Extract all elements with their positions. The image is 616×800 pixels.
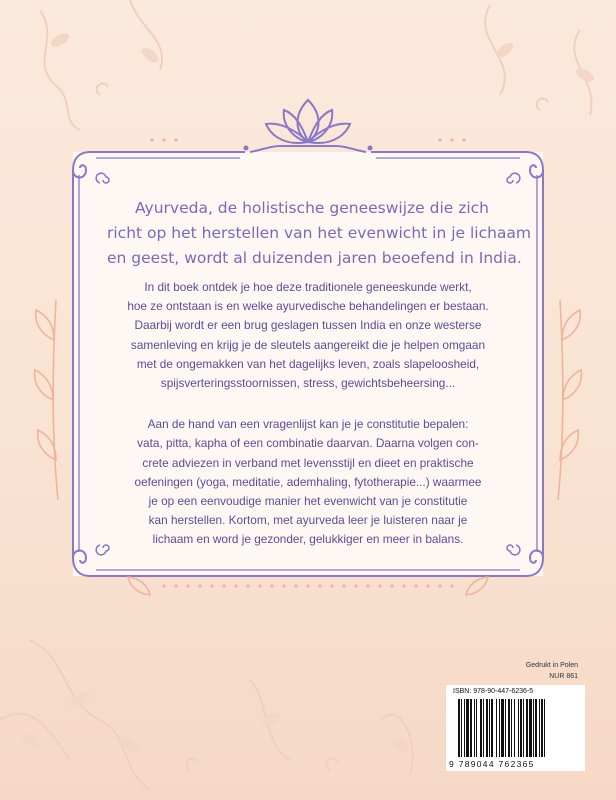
barcode-bar (461, 699, 462, 757)
barcode-bar (514, 699, 515, 757)
lead-paragraph (107, 196, 532, 271)
blurb-line: lichaam en word je gezonder, gelukkiger en meer in balans. (152, 532, 464, 547)
barcode-bar (476, 699, 477, 757)
lotus-ornament (250, 100, 366, 152)
barcode-bar (535, 699, 537, 757)
barcode-bar (511, 699, 512, 757)
barcode-bar (539, 699, 540, 757)
isbn-label: ISBN: 978-90-447-6236-5 (453, 688, 534, 695)
barcode-bar (470, 699, 472, 757)
blurb-line: je op een eenvoudige manier het evenwicht van je constitutie (148, 494, 468, 509)
barcode-bar (499, 699, 500, 757)
blurb-line: vata, pitta, kapha of een combinatie daarvan. Daarna volgen con- (137, 436, 479, 451)
barcode-bar (480, 699, 482, 757)
blurb-line: oefeningen (yoga, meditatie, ademhaling, fytotherapie...) waarmee (134, 474, 482, 489)
barcode-bar (496, 699, 497, 757)
barcode-bar (501, 699, 504, 757)
blurb-line: In dit boek ontdek je hoe deze traditionele geneeskunde werkt, (144, 280, 472, 294)
nur-code: NUR 861 (549, 673, 578, 680)
barcode-bar (489, 699, 490, 757)
paragraph-gap (90, 393, 526, 415)
lead-line: Ayurveda, de holistische geneeswijze die zich (134, 199, 490, 217)
right-leaf-ornament (558, 300, 581, 500)
barcode-bar (508, 699, 510, 757)
barcode-bar (520, 699, 522, 757)
barcode-bar (529, 699, 532, 757)
barcode-bar (486, 699, 488, 757)
barcode-bar (541, 699, 543, 757)
blurb-body (90, 278, 526, 550)
bottom-dot-row (162, 584, 453, 587)
printed-in-label: Gedrukt in Polen (525, 662, 578, 669)
barcode-bar (458, 699, 460, 757)
barcode-bar (526, 699, 528, 757)
barcode-bar (533, 699, 534, 757)
barcode-bar (491, 699, 493, 757)
blurb-line: met de ongemakken van het dagelijks leven, zoals slapeloosheid, (136, 356, 480, 371)
barcode-bar (466, 699, 469, 757)
blurb-line: spijsverteringsstoornissen, stress, gewichtsbeheersing... (160, 376, 456, 391)
print-info (526, 660, 578, 682)
blurb-line: crete adviezen in verband met levensstijl en dieet en praktische (142, 455, 474, 470)
blurb-line: samenleving en krijg je de sleutels aangereikt die je helpen omgaan (130, 337, 486, 352)
lead-line: richt op het herstellen van het evenwicht in je lichaam (107, 224, 532, 242)
barcode-bar (518, 699, 519, 757)
left-leaf-ornament (35, 300, 58, 500)
blurb-line: hoe ze ontstaan is en welke ayurvedische behandelingen er bestaan. (127, 299, 489, 314)
barcode-bar (474, 699, 475, 757)
isbn-barcode (446, 685, 585, 771)
blurb-line: Daarbij wordt er een brug geslagen tussen India en onze westerse (134, 318, 482, 333)
barcode-bar (523, 699, 524, 757)
barcode-digits: 9 789044 762365 (449, 759, 535, 769)
barcode-bar (505, 699, 506, 757)
barcode-bar (544, 699, 545, 757)
blurb-line: kan herstellen. Kortom, met ayurveda leer je luisteren naar je (148, 513, 468, 528)
lead-line: en geest, wordt al duizenden jaren beoefend in India. (107, 249, 522, 267)
blurb-line: Aan de hand van een vragenlijst kan je je constitutie bepalen: (147, 417, 469, 432)
barcode-bar (483, 699, 484, 757)
barcode-bar (464, 699, 465, 757)
